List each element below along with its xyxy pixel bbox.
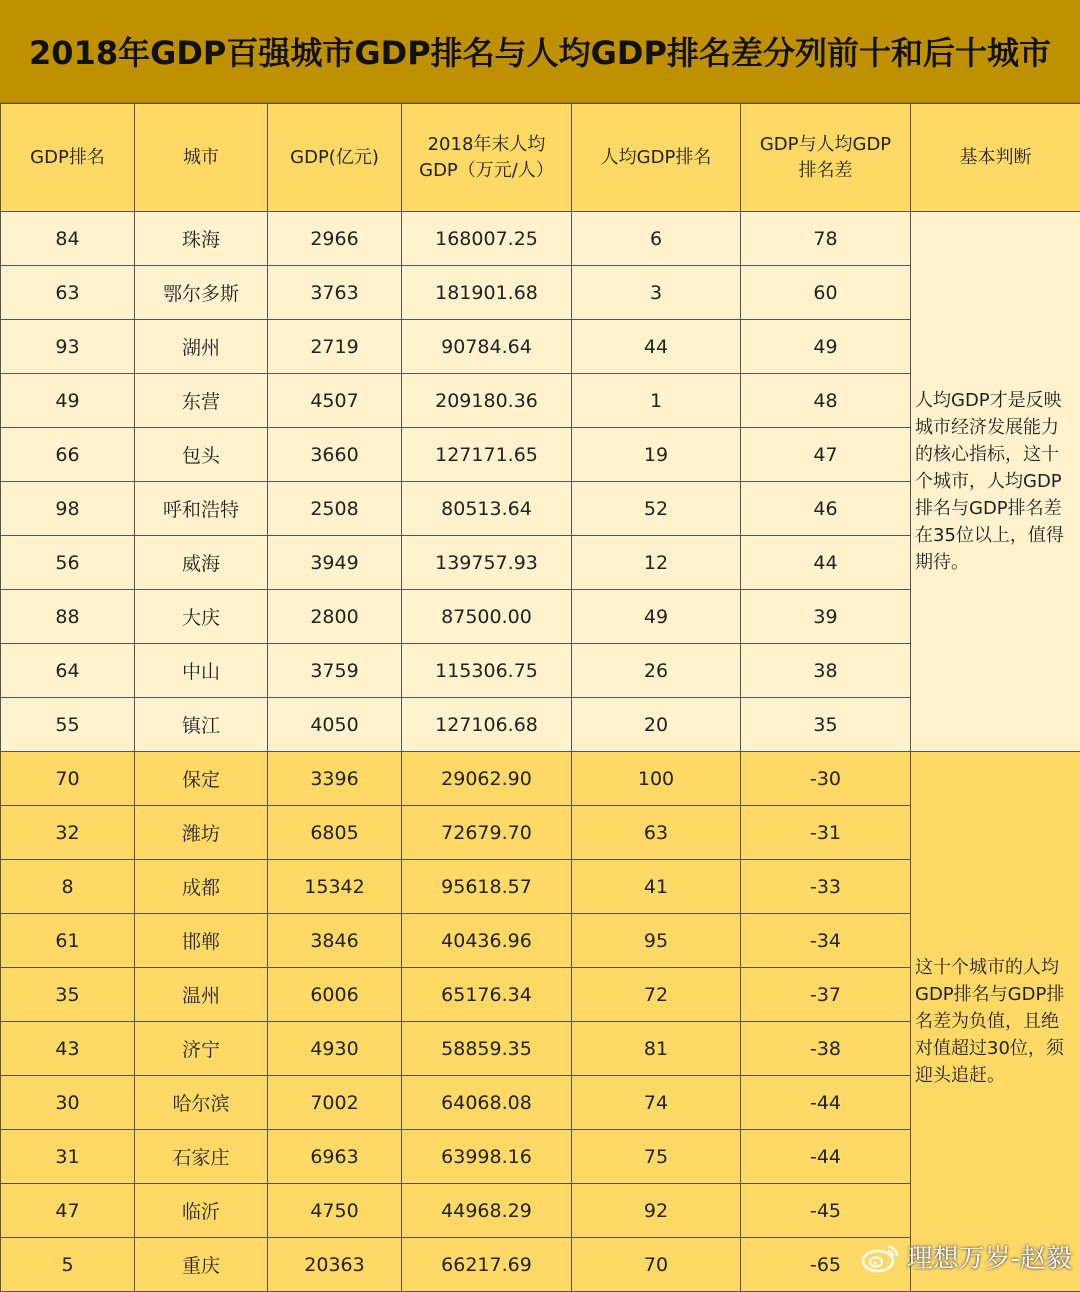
cell-gdp: 3949 <box>268 536 402 590</box>
cell-rank-diff: -44 <box>741 1130 911 1184</box>
cell-gdp: 6006 <box>268 968 402 1022</box>
header-city: 城市 <box>135 104 268 212</box>
cell-gdp: 4930 <box>268 1022 402 1076</box>
cell-rank-diff: -65 <box>741 1238 911 1292</box>
cell-gdp: 2719 <box>268 320 402 374</box>
cell-gdp: 2800 <box>268 590 402 644</box>
cell-rank-diff: -31 <box>741 806 911 860</box>
judgement-cell: 这十个城市的人均GDP排名与GDP排名差为负值，且绝对值超过30位，须迎头追赶。 <box>911 752 1080 1292</box>
cell-city: 哈尔滨 <box>135 1076 268 1130</box>
cell-per-capita-rank: 49 <box>572 590 741 644</box>
cell-gdp: 4050 <box>268 698 402 752</box>
cell-gdp-rank: 35 <box>1 968 135 1022</box>
cell-city: 中山 <box>135 644 268 698</box>
cell-per-capita-rank: 26 <box>572 644 741 698</box>
cell-per-capita-rank: 81 <box>572 1022 741 1076</box>
cell-city: 济宁 <box>135 1022 268 1076</box>
cell-gdp: 2508 <box>268 482 402 536</box>
header-rank-diff <box>741 104 911 212</box>
cell-city: 保定 <box>135 752 268 806</box>
cell-rank-diff: -44 <box>741 1076 911 1130</box>
cell-gdp-rank: 61 <box>1 914 135 968</box>
cell-gdp: 4507 <box>268 374 402 428</box>
cell-rank-diff: 39 <box>741 590 911 644</box>
weibo-icon <box>861 1241 901 1273</box>
cell-gdp-rank: 31 <box>1 1130 135 1184</box>
cell-rank-diff: 44 <box>741 536 911 590</box>
cell-per-capita-rank: 63 <box>572 806 741 860</box>
title-bar <box>0 0 1080 103</box>
cell-per-capita-rank: 3 <box>572 266 741 320</box>
cell-gdp-rank: 30 <box>1 1076 135 1130</box>
cell-gdp-rank: 93 <box>1 320 135 374</box>
cell-per-capita-gdp: 139757.93 <box>402 536 572 590</box>
cell-per-capita-rank: 20 <box>572 698 741 752</box>
header-rank-diff-line2: 排名差 <box>799 160 853 181</box>
cell-per-capita-gdp: 72679.70 <box>402 806 572 860</box>
cell-gdp-rank: 98 <box>1 482 135 536</box>
cell-per-capita-gdp: 127171.65 <box>402 428 572 482</box>
cell-per-capita-rank: 6 <box>572 212 741 266</box>
cell-rank-diff: -34 <box>741 914 911 968</box>
cell-rank-diff: -33 <box>741 860 911 914</box>
cell-per-capita-rank: 70 <box>572 1238 741 1292</box>
cell-city: 潍坊 <box>135 806 268 860</box>
cell-per-capita-rank: 52 <box>572 482 741 536</box>
cell-city: 大庆 <box>135 590 268 644</box>
cell-per-capita-gdp: 115306.75 <box>402 644 572 698</box>
cell-gdp: 15342 <box>268 860 402 914</box>
cell-gdp-rank: 43 <box>1 1022 135 1076</box>
cell-gdp: 3846 <box>268 914 402 968</box>
cell-rank-diff: 38 <box>741 644 911 698</box>
cell-city: 成都 <box>135 860 268 914</box>
cell-city: 石家庄 <box>135 1130 268 1184</box>
cell-per-capita-gdp: 29062.90 <box>402 752 572 806</box>
cell-per-capita-gdp: 40436.96 <box>402 914 572 968</box>
cell-per-capita-rank: 100 <box>572 752 741 806</box>
cell-gdp: 20363 <box>268 1238 402 1292</box>
cell-gdp: 6963 <box>268 1130 402 1184</box>
cell-gdp-rank: 55 <box>1 698 135 752</box>
cell-gdp-rank: 8 <box>1 860 135 914</box>
cell-per-capita-gdp: 87500.00 <box>402 590 572 644</box>
cell-per-capita-gdp: 63998.16 <box>402 1130 572 1184</box>
cell-gdp-rank: 5 <box>1 1238 135 1292</box>
header-per-capita-gdp <box>402 104 572 212</box>
header-gdp: GDP(亿元) <box>268 104 402 212</box>
cell-gdp: 3759 <box>268 644 402 698</box>
header-judgement: 基本判断 <box>911 104 1080 212</box>
cell-rank-diff: 46 <box>741 482 911 536</box>
table-row <box>1 212 1080 266</box>
cell-per-capita-rank: 19 <box>572 428 741 482</box>
cell-rank-diff: -45 <box>741 1184 911 1238</box>
cell-city: 镇江 <box>135 698 268 752</box>
watermark <box>861 1238 1072 1275</box>
cell-city: 重庆 <box>135 1238 268 1292</box>
cell-per-capita-gdp: 80513.64 <box>402 482 572 536</box>
cell-gdp-rank: 49 <box>1 374 135 428</box>
header-per-capita-rank: 人均GDP排名 <box>572 104 741 212</box>
cell-city: 邯郸 <box>135 914 268 968</box>
cell-gdp-rank: 56 <box>1 536 135 590</box>
cell-rank-diff: -30 <box>741 752 911 806</box>
cell-gdp-rank: 84 <box>1 212 135 266</box>
cell-rank-diff: 78 <box>741 212 911 266</box>
cell-per-capita-rank: 92 <box>572 1184 741 1238</box>
cell-city: 包头 <box>135 428 268 482</box>
ranking-table <box>0 103 1080 1292</box>
header-gdp-rank: GDP排名 <box>1 104 135 212</box>
cell-per-capita-gdp: 95618.57 <box>402 860 572 914</box>
cell-per-capita-gdp: 58859.35 <box>402 1022 572 1076</box>
cell-city: 珠海 <box>135 212 268 266</box>
cell-gdp-rank: 64 <box>1 644 135 698</box>
cell-gdp-rank: 88 <box>1 590 135 644</box>
cell-per-capita-rank: 41 <box>572 860 741 914</box>
cell-city: 湖州 <box>135 320 268 374</box>
cell-rank-diff: -37 <box>741 968 911 1022</box>
cell-city: 呼和浩特 <box>135 482 268 536</box>
cell-city: 威海 <box>135 536 268 590</box>
cell-gdp-rank: 32 <box>1 806 135 860</box>
cell-city: 鄂尔多斯 <box>135 266 268 320</box>
cell-per-capita-gdp: 181901.68 <box>402 266 572 320</box>
table-row <box>1 752 1080 806</box>
cell-per-capita-gdp: 66217.69 <box>402 1238 572 1292</box>
cell-per-capita-rank: 95 <box>572 914 741 968</box>
cell-per-capita-gdp: 209180.36 <box>402 374 572 428</box>
cell-per-capita-rank: 74 <box>572 1076 741 1130</box>
cell-per-capita-rank: 1 <box>572 374 741 428</box>
judgement-cell: 人均GDP才是反映城市经济发展能力的核心指标，这十个城市，人均GDP排名与GDP排名差在35位以上，值得期待。 <box>911 212 1080 752</box>
cell-gdp-rank: 66 <box>1 428 135 482</box>
cell-city: 温州 <box>135 968 268 1022</box>
cell-per-capita-gdp: 127106.68 <box>402 698 572 752</box>
table-header-row <box>1 104 1080 212</box>
cell-gdp-rank: 70 <box>1 752 135 806</box>
cell-gdp-rank: 47 <box>1 1184 135 1238</box>
cell-per-capita-gdp: 44968.29 <box>402 1184 572 1238</box>
cell-city: 临沂 <box>135 1184 268 1238</box>
cell-gdp: 3396 <box>268 752 402 806</box>
cell-per-capita-rank: 44 <box>572 320 741 374</box>
cell-city: 东营 <box>135 374 268 428</box>
cell-per-capita-rank: 75 <box>572 1130 741 1184</box>
cell-per-capita-rank: 72 <box>572 968 741 1022</box>
cell-rank-diff: -38 <box>741 1022 911 1076</box>
cell-per-capita-gdp: 90784.64 <box>402 320 572 374</box>
cell-rank-diff: 47 <box>741 428 911 482</box>
cell-per-capita-gdp: 65176.34 <box>402 968 572 1022</box>
cell-gdp: 2966 <box>268 212 402 266</box>
watermark-text: 理想万岁-赵毅 <box>907 1238 1072 1275</box>
header-rank-diff-line1: GDP与人均GDP <box>760 134 891 155</box>
page-title: 2018年GDP百强城市GDP排名与人均GDP排名差分列前十和后十城市 <box>29 28 1051 74</box>
header-per-capita-line1: 2018年末人均 <box>428 134 546 155</box>
header-per-capita-line2: GDP（万元/人） <box>419 160 554 181</box>
cell-gdp: 7002 <box>268 1076 402 1130</box>
cell-rank-diff: 49 <box>741 320 911 374</box>
cell-rank-diff: 48 <box>741 374 911 428</box>
cell-gdp: 3763 <box>268 266 402 320</box>
cell-gdp: 6805 <box>268 806 402 860</box>
cell-per-capita-rank: 12 <box>572 536 741 590</box>
cell-gdp: 3660 <box>268 428 402 482</box>
table-body <box>1 212 1080 1292</box>
cell-gdp: 4750 <box>268 1184 402 1238</box>
cell-gdp-rank: 63 <box>1 266 135 320</box>
cell-per-capita-gdp: 168007.25 <box>402 212 572 266</box>
cell-rank-diff: 35 <box>741 698 911 752</box>
cell-rank-diff: 60 <box>741 266 911 320</box>
cell-per-capita-gdp: 64068.08 <box>402 1076 572 1130</box>
